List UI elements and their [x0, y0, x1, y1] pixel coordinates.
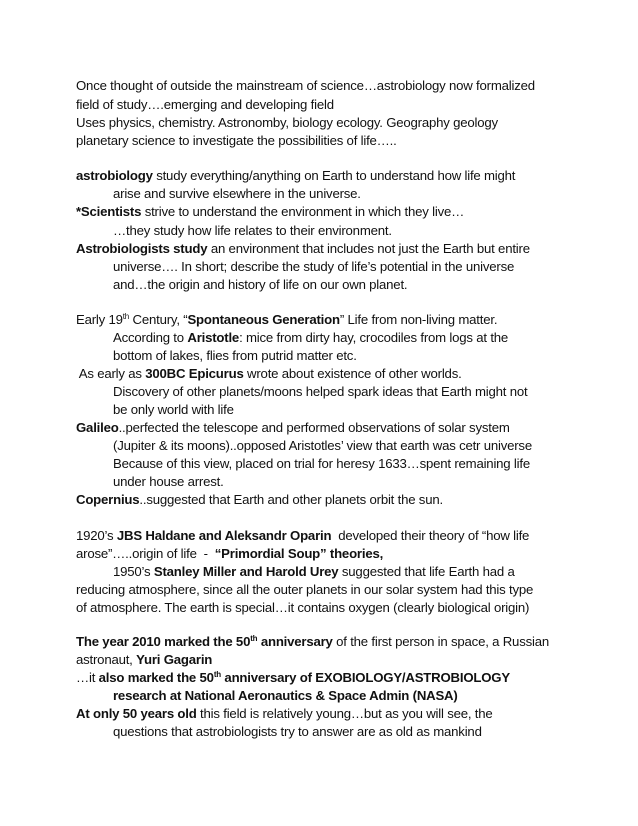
epicurus-line: As early as 300BC Epicurus wrote about existence of other worlds. [76, 366, 462, 381]
spontaneous-generation-line: Early 19th Century, “Spontaneous Generation” Life from non-living matter. [76, 312, 498, 327]
term: *Scientists [76, 204, 142, 219]
copernicus-line: Copernius..suggested that Earth and other planets orbit the sun. [76, 492, 443, 507]
intro-line-3: Uses physics, chemistry. Astronomby, biology ecology. Geography geology [76, 115, 498, 130]
astrobiologists-definition: Astrobiologists study an environment that includes not just the Earth but entire [76, 241, 530, 256]
term: astrobiology [76, 168, 153, 183]
astrobiology-definition-cont: arise and survive elsewhere in the universe. [113, 186, 361, 201]
primordial-soup-line: arose”…..origin of life - “Primordial Soup” theories, [76, 546, 384, 561]
scientists-definition-cont: …they study how life relates to their environment. [113, 223, 392, 238]
intro-line-4: planetary science to investigate the possibilities of life….. [76, 133, 397, 148]
fifty-years-line-cont: questions that astrobiologists try to answer are as old as mankind [113, 724, 482, 739]
exobiology-line: …it also marked the 50th anniversary of EXOBIOLOGY/ASTROBIOLOGY [76, 670, 510, 685]
gagarin-line: astronaut, Yuri Gagarin [76, 652, 213, 667]
galileo-line-cont-1: (Jupiter & its moons)..opposed Aristotles’ view that earth was cetr universe [113, 438, 532, 453]
fifty-years-line: At only 50 years old this field is relatively young…but as you will see, the [76, 706, 493, 721]
astrobiology-definition: astrobiology study everything/anything on Earth to understand how life might [76, 168, 516, 183]
scientists-definition: *Scientists strive to understand the environment in which they live… [76, 204, 465, 219]
nasa-line: research at National Aeronautics & Space Admin (NASA) [113, 688, 458, 703]
anniversary-line: The year 2010 marked the 50th anniversary of the first person in space, a Russian [76, 634, 549, 649]
astrobiologists-definition-cont-1: universe…. In short; describe the study of life’s potential in the universe [113, 259, 515, 274]
term: Astrobiologists study [76, 241, 208, 256]
discovery-line-2: be only world with life [113, 402, 234, 417]
discovery-line-1: Discovery of other planets/moons helped spark ideas that Earth might not [113, 384, 528, 399]
miller-urey-line-cont-2: of atmosphere. The earth is special…it contains oxygen (clearly biological origin) [76, 600, 530, 615]
galileo-line: Galileo..perfected the telescope and performed observations of solar system [76, 420, 510, 435]
oparin-line: 1920’s JBS Haldane and Aleksandr Oparin developed their theory of “how life [76, 528, 530, 543]
astrobiologists-definition-cont-2: and…the origin and history of life on our own planet. [113, 277, 408, 292]
galileo-line-cont-2: Because of this view, placed on trial for heresy 1633…spent remaining life [113, 456, 530, 471]
aristotle-line: According to Aristotle: mice from dirty hay, crocodiles from logs at the [113, 330, 509, 345]
intro-line-1: Once thought of outside the mainstream of science…astrobiology now formalized [76, 78, 535, 93]
miller-urey-line-cont-1: reducing atmosphere, since all the outer planets in our solar system had this type [76, 582, 534, 597]
miller-urey-line: 1950’s Stanley Miller and Harold Urey suggested that life Earth had a [113, 564, 515, 579]
intro-line-2: field of study….emerging and developing field [76, 97, 334, 112]
galileo-line-cont-3: under house arrest. [113, 474, 224, 489]
aristotle-line-cont: bottom of lakes, flies from putrid matter etc. [113, 348, 357, 363]
